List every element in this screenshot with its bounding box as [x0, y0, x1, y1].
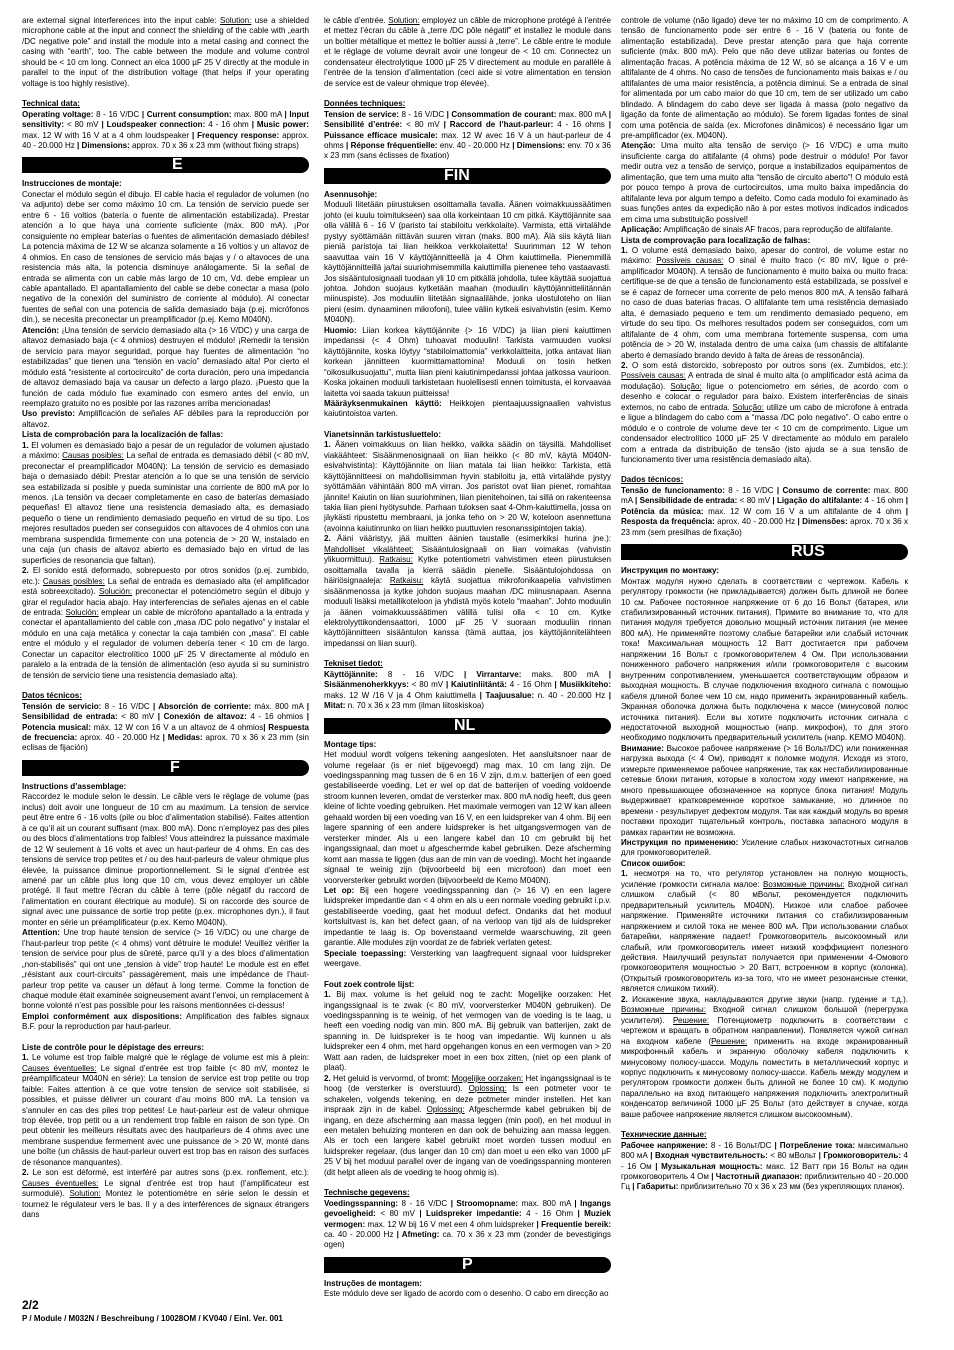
paragraph: Määräyksenmukainen käyttö: Heikkojen pientaajuussignaalien vahvistus kaiutintoistoa varten. [324, 398, 611, 419]
footer-text: P / Module / M032N / Beschreibung / 10028OM / KV040 / Einl. Ver. 001 [22, 1314, 283, 1323]
paragraph: Het moduul wordt volgens tekening aangesloten. Het aansluitsnoer naar de volume regelaar (is er niet bijgevoegd) mag max. 10 cm lang zijn. De voedingsspanning mag tussen de 6 en 16 V zijn, d.m.v. batterijen of een goed gestabiliseerde voeding. Let er wel op dat de batterijen of voeding voldoende stroom kunnen leveren, omdat de versterker max. 800 mA nodig heeft, dus geen kleine of lichte voeding gebruiken. Het maximale vermogen van 12 W kan alleen gehaald worden bij een voeding van 16 V, en een luidspreker van 4 ohm. Bij een lagere spanning of een andere luidspreker is het uitgangsvermogen van de versterker minder. Als u een langere kabel dan 10 cm gebruikt bij het ingangssignaal, dan moet u afgeschermde kabel gebruiken. Deze afscherming komt aan massa te liggen (dus aan de min van de voeding). Mocht het ingaande signaal te weinig zijn (bijvoorbeeld bij een microfoon) dan moet een voorversterker gebruikt worden (bijvoorbeeld de Kemo M040N). [324, 750, 611, 885]
paragraph: controle de volume (não ligado) deve ter no máximo 10 cm de comprimento. A tensão de funcionamento pode ser entre 6 - 16 V (bateria ou fonte de alimentação estabilizada). Deve prestar atenção para que haja corrente suficiente (máx. 800 mA). Pelo que não deve utilizar baterias ou fontes de alimentação fracas. A potência máxima de 12 W, só se alcança a 16 V e um altifalante de 4 ohms. No caso de tensões de funcionamento mais baixas e / ou altifalantes de uma maior resistência, a potência diminui. Se a entrada de sinal for alimentada por um cabo maior do que 10 cm, tem de ser utilizado um cabo blindado. A blindagem do cabo deve ser ligada à massa (polo negativo da ligação da fonte de alimentação ao módulo). Se forem ligadas fontes de sinal com uma potência de saída (ex. Microfones dinâmicos) é necessário ligar um pre-amplificador (ex. M040N). [621, 16, 908, 140]
section-heading: Asennusohje: [324, 189, 378, 199]
paragraph: 1. El volumen es demasiado bajo a pesar de un regulador de volumen ajustado a máximo: Causas posibles: La señal de entrada es demasiado débil (< 80 mV, preconectar el preamplificador M040N): La tensión de servicio es demasiado baja o demasiado débil: Prestar atención a lo que se una tensión de servicio sea estabilizada si posible y pueda suministar una corriente de 800 mA por lo menos. ¡La tensión va decaer completamente en caso de baterías demasiado pequeñas! El altavoz tiene una resistencia demasiado alta, es demasiado pequeño o tiene un rendimiento demasiado pequeño en virtud de su tipo. Los mejores resultados pueden ser conseguidos con altavoces de 4 ohmios con una membrana suspendida firmemente con una potencia de > 20 W, instalado en una caja (un chasis de altavoz abierto es demasiado bajo en virtud de las superficies de resonancia que faltan). [22, 440, 309, 565]
paragraph: Raccordez le module selon le dessin. Le câble vers le réglage de volume (pas inclus) doit avoir une longueur de 10 cm au maximum. La tension de service peut être entre 6 - 16 volts (pile ou bloc d’alimentation stabilisé). Faites attention à ce qu’il ait un courant suffisant (max. 800 mA). Donc n’employez pas des piles ou des blocs d’alimentations trop faibles! Vous atteindrez la puissance maximale de 12 W seulement à 16 volts et avec un haut-parleur de 4 ohms. En cas des tensions de service trop petites et / ou des haut-parleurs de valeur ohmique plus élevée, la puissance diminue proportionnellement. Si le signal d’entrée est amené par un câble plus long que 10 cm, vous devez employer un câble protégé. Il faut mettre l’écran du câble à terre (pôle négatif du raccord de l’alimentation en courant électrique au module). Si on raccorde des source de signal avec une puissance de sortie trop petite (p.ex. microphones dyn.), il faut monter en série un préamplificateur (p.ex. Kemo M040N). [22, 792, 309, 927]
section-heading: Instruções de montagem: [324, 1278, 422, 1288]
paragraph: Инструкция по применению: Усиление слабых низкочастотных сигналов для громкоговорителей. [621, 837, 908, 858]
language-banner-p [324, 1257, 611, 1273]
section-heading: Instructions d’assemblage: [22, 781, 127, 791]
section-heading: Tekniset tiedot: [324, 659, 383, 669]
paragraph: 2. Het geluid is vervormd, of bromt: Mogelijke oorzaken: Het ingangssignaal is te hoog (de versterker is overstuurd). Oplossing: Is een potmeter voor te schakelen, volgends tekening, en deze potmeter minder instellen. Het kan inspraak zijn in de kabel. Oplossing: Afgeschermde kabel gebruiken bij de ingang, en deze afscherming aan massa leggen (min pool), en het moduul in een metalen behuizing monteren en dan ook de behuizing aan massa leggen. Als er toch een langere kabel gebruikt moet worden tussen moduul en luidspreker regelaar, (dus langer dan 10 cm) dan moet u een elko van 1000 µF 25 V bij het moduul parallel over de ingang van de voedingsspanning monteren (dit helpt alleen als de voeding te hoog ohmig is). [324, 1073, 611, 1177]
paragraph: Operating voltage: 8 - 16 V/DC | Current consumption: max. 800 mA | Input sensitivity: < 80 mV | Loudspeaker connection: 4 - 16 ohm | Music power: max. 12 W with 16 V at a 4 ohm loudspeaker | Frequency response: approx. 40 - 20.000 Hz | Dimensions: approx. 70 x 36 x 23 mm (without fixing straps) [22, 109, 310, 150]
paragraph: le câble d’entrée. Solution: employez un câble de microphone protégé à l’entrée et mettez l’écran du câble à „terre /DC pôle négatif” et installez le module dans un boîtier métallique et mettez le boîtier aussi à „terre”. Le câble entre le module et le réglage de volume devrait avoir une longeur de < 10 cm. Connectez un condensateur électrolytique 1000 µF 25 V directement au module en parallèle à l’entrée de la tension d’alimentation (ceci aide si votre alimentation en tension de service est de valeur ohmique trop élevée). [324, 16, 611, 88]
section-heading: Technical data: [22, 99, 80, 109]
section-heading: Lista de comprovação para localização de falhas: [621, 235, 811, 245]
paragraph: 1. Le volume est trop faible malgré que le réglage de volume est mis à plein: Causes éventuelles: Le signal d’entrée est trop faible (< 80 mV, montez le préamplificateur M040N en série): La tension de service est trop petite ou trop faible: Faites attention à ce que votre tension de service soit stabilisée, si possibles, et puisse délivrer un courant d’au moins 800 mA. La tension va s’annuler en cas des piles trop petites! Le haut-parleur est de valeur ohmique trop élevée, trop petit ou a un rendement trop faible en raison de son type. On peut obtenir les meilleurs résultats avec des hautparleurs de 4 ohms avec une membrane suspendue fermement avec une puissance de > 20 W, monté dans une boîte (un châssis de haut-parleur ouvert est trop bas en raison des surfaces de résonance manquantes). [22, 1053, 309, 1167]
paragraph: Speciale toepassing: Versterking van laagfrequent signaal voor luidspreker weergave. [324, 948, 611, 969]
paragraph: Внимание: Высокое рабочее напряжение (> 16 Вольт/DC) или пониженная нагрузка выхода (< 4 Ом), приводят к поломке модуля. Исходя из этого, измерьте применяемое рабочее напряжение, так как нестабилизированные сетевые блоки питания, которые в холостом ходу имеют напряжение, на много превышающее обозначенное на корпусе блока питания! Модуль выдерживает кратковременное короткое замыкание, но длинное по времени - результирует дефектом модуля. Так как каждый модуль во время поставки проходит тщательный контроль, поставка запасного модуля в рамках гарантии не возможна. [621, 743, 908, 837]
section-heading: Liste de contrôle pour le dépistage des erreurs: [22, 1042, 204, 1052]
paragraph: 2. Le son est déformé, est interféré par autres sons (p.ex. ronflement, etc.): Causes éventuelles: Le signal d’entrée est trop haut (l’amplificateur est surmodulé). Solution: Montez le potentiomètre en série selon le dessin et tournez le régulateur vers le bas. Il y a des interférences de signaux étrangers dans [22, 1168, 309, 1220]
language-banner-nl [324, 718, 611, 734]
page-footer [22, 1298, 283, 1324]
paragraph: Tensão de funcionamento: 8 - 16 V/DC | Consumo de corrente: max. 800 mA | Sensibilidade de entrada: < 80 mV | Ligação do altifalante: 4 - 16 ohm | Potência da música: max. 12 W com 16 V a um altifalante de 4 ohm | Resposta da frequência: aprox. 40 - 20.000 Hz | Dimensões: aprox. 70 x 36 x 23 mm (sem presilhas de fixação) [621, 485, 908, 537]
section-heading: Technische gegevens: [324, 1188, 410, 1198]
section-heading: Список ошибок: [621, 858, 686, 868]
paragraph: Tensión de servicio: 8 - 16 V/DC | Absorción de corriente: máx. 800 mA | Sensibilidad de entrada: < 80 mV | Conexión de altavoz: 4 - 16 ohmios | Potencia musical: máx. 12 W con 16 V a un altavoz de 4 ohmios| Respuesta de frecuencia: aprox. 40 - 20.000 Hz | Medidas: aprox. 70 x 36 x 23 mm (sin eclisas de fijación) [22, 701, 309, 753]
paragraph: 2. El sonido está deformado, sobrepuesto por otros sonidos (p.ej. zumbido, etc.): Causas posibles: La señal de entrada es demasiado alta (el amplificador está sobreexcitado). Solución: preconectar el potenciómetro según el dibujo y girar el regulador hacia abajo. Hay interferencias de señales ajenas en el cable de entrada: Solución: emplear un cable de micrófono apantallado a la entrada y conectar el apantallamiento del cable con „masa /DC polo negativo” y instalar el módulo en una caja metálica y conectar la caja también con „masa”. El cable entre el módulo y el regulador de volumen debería tener < 10 cm de largo. Conectar un capacitor electrolítico 1000 µF 25 V directamente al módulo en paralelo a la entrada de la tensión de alimentación (eso ayuda si su suministro de tensión de servicio tiene una resistencia demasiado alta). [22, 566, 310, 680]
language-banner-rus [621, 544, 908, 560]
paragraph: 2. O som está distorcido, sobreposto por outros sons (ex. Zumbidos, etc.): Possíveis causas: A entrada de sinal é muito alta (o amplificador está acima da modulação). Solução: ligue o potenciometro em séries, de acordo com o desenho e colocar o regulador para baixo. Existem interferências de sinais externos, no cabo de entrada. Solução: utilize um cabo de microfone à entrada e ligue a blindagem do cabo com a “massa /DC polo negativo”. O cabo entre o módulo e o controle de volume deve ter < 10 cm de comprimento. Ligue um condensador electrolítico 1000 µF 25 V directamente ao módulo em paralelo com a entrada da distribuição de tensão (isto ajuda se a sua tensão de funcionamento tiver uma resistência demasiado alta). [621, 360, 909, 465]
paragraph: 1. несмотря на то, что регулятор установлен на полную мощность, усиление громкости сигнала малое: Возможные причины: Входной сигнал слишком слабый (< 80 мВольт, рекомендуется подключить предварительный усилитель M040N). Низкое или слабое рабочее напряжение. Применяйте источники питания со стабилизированным напряжением и силой тока не менее 800 мА. При использовании слабых батарейки, напряжение падает! Громкоговоритель высокоомный или слабый, или громкоговоритель имеет низкий коэффициент полезного действия. Наилучший результат получается при применении 4-Омового громкоговорителя мощностью > 20 Ватт, встроенном в корпус (колонка). (Открытый громкоговоритель из-за того, что не имеет резонансные стенки, является слишком тихий). [621, 869, 908, 994]
text-column-3 [621, 16, 908, 1193]
language-code: F [170, 758, 180, 776]
section-heading: Montage tips: [324, 739, 377, 749]
language-code: RUS [791, 543, 825, 561]
section-heading: Vianetsinnän tarkistusluettelo: [324, 429, 442, 439]
paragraph: Atención: ¡Una tensión de servicio demasiado alta (> 16 V/DC) y una carga de altavoz demasiado baja (< 4 ohmios) destruyen el módulo! ¡Remedir la tensión de servicio para mayor seguridad, porque hay fuentes de alimentación “no estabilizadas” que tienen una “tensión en vacío” demasiado alta! Por cierto el módulo está “resistente al cortocircuito” de corta duración, pero una impedancia de altavoz demasiado baja va causar un defecto a largo plazo. ¡Puesto que la función de cada módulo fue examinado con esmero antes del envío, un reemplazo gratuito no es posible por las razones arriba mencionadas! [22, 325, 309, 408]
section-heading: Dados técnicos: [621, 475, 684, 485]
paragraph: Voedingsspanning: 8 - 16 V/DC | Stroomopname: max. 800 mA | Ingangs gevoeligheid: < 80 mV | Luidspreker impedantie: 4 - 16 Ohm | Muziek vermogen: max. 12 W bij 16 V met een 4 ohm luidspreker | Frequentie bereik: ca. 40 - 20.000 Hz | Afmeting: ca. 70 x 36 x 23 mm (zonder de bevestigings ogen) [324, 1198, 611, 1250]
language-banner-fin [324, 168, 611, 184]
language-code: FIN [444, 166, 470, 184]
section-heading: Datos técnicos: [22, 691, 82, 701]
paragraph: Este módulo deve ser ligado de acordo com o desenho. O cabo em direcção ao [324, 1289, 609, 1299]
paragraph: 2. Искажение звука, накладываются другие звуки (напр. гудение и т.д.). Возможные причины: Входной сигнал слишком большой (перегрузка усилителя). Решение: Потенциометр подключить в соответствии с чертежом и вращать в обратном направлении). Появляется чужой сигнал на входном кабеле (Решение: применить на входе экранированный микрофонный кабель и экранную оболочку кабеля подключить к минусовому полюсу-шасси. Модуль поместить в металлический корпус и корпус подключить к минусовому полюсу-шасси. Кабель между модулем и регулятором громкости должен быть длиной не более 10 см). К модулю параллельно на вход питающего напряжения подключить электролитный конденсатор величиной 1000 µF 25 Вольт (это действует в случае, когда ваше рабочее напряжение является слишком высокоомным). [621, 994, 909, 1119]
paragraph: Emploi conformément aux dispositions: Amplification des faibles signaux B.F. pour la reproduction par haut-parleur. [22, 1011, 310, 1032]
page-number: 2/2 [22, 1298, 39, 1312]
paragraph: 1. O volume está demasiado baixo, apesar do control, de volume estar no máximo: Possíveis causas: O sinal é muito fraco (< 80 mV, ligue o pré-amplificador M040N). A tensão de funcionamento é muito baixa ou muito fraca: certifique-se de que a tensão de funcionamento está estabilizada, se possível e se é capaz de fornecer uma corrente de pelo menos 800 mA. A tensão falhará no caso de duas baterias fracas. O altifalante tem uma resistência demasiado alta, é demasiado pequeno e tem um rendimento demasiado pequeno, em virtude do seu tipo. Os melhores resultados podem ser conseguidos, com um altifalante de 4 ohm, com uma membrana fortemente suspensa, com uma potência de > 20 W, instalada dentro de uma caixa (um chassis de altifalante aberto é demasiado brando devido à falta de áreas de ressonância). [621, 245, 909, 360]
paragraph: Tension de service: 8 - 16 V/DC | Consommation de courant: max. 800 mA | Sensibilité d’entrée: < 80 mV | Raccord de l’haut-parleur: 4 - 16 ohms | Puissance efficace musicale: max. 12 W avec 16 V à un haut-parleur de 4 ohms | Réponse fréquentielle: env. 40 - 20.000 Hz | Dimensions: env. 70 x 36 x 23 mm (sans éclisses de fixation) [324, 109, 612, 161]
paragraph: Käyttöjännite: 8 - 16 V/DC | Virrantarve: maks. 800 mA | Sisäänmenoherkkyys: < 80 mV | Kaiutinliitäntä: 4 - 16 Ohm | Musiikkiteho: maks. 12 W /16 V ja 4 Ohm kaiuttimella | Taajuusalue: n. 40 - 20.000 Hz | Mitat: n. 70 x 36 x 23 mm (ilman liitoskiskoa) [324, 669, 612, 711]
paragraph: Conectar el módulo según el dibujo. El cable hacia el regulador de volumen (no va adjunto) debe ser como máximo 10 cm. La tensión de servicio puede ser entre 6 - 16 voltios (batería o fuente de alimentación estabilizada). Prestar atención a lo que haya una corriente suficiente (máx. 800 mA). ¡Por consiguiente no emplear baterías o fuentes de alimentación demasiado débiles! La potencia máxima de 12 W se alcanza solamente a 16 voltios y un altavoz de 4 ohmios. En caso de tensiones de servicio más bajas y / o altavoces de una resistencia más alta, la potencia disminuye análogamente. Si la señal de entrada se alimenta con un cable más largo de 10 cm, Vd. debe emplear un cable apantallado. El apantallamiento del cable se debe conectar a masa (polo negativo de la conexión del suministro de corriente al módulo). Al conectar fuentes de señal con una potencia de salida demasiado baja (p.ej. micrófonos din.), se necesita preconectar un preamplificador (p.ej. Kemo M040N). [22, 189, 309, 325]
text-column-2 [324, 16, 611, 1300]
language-code: NL [454, 716, 476, 734]
section-heading: Инструкция по монтажу: [621, 566, 720, 576]
paragraph: Attention: Une trop haute tension de service (> 16 V/DC) ou une charge de l’haut-parleur trop petite (< 4 ohms) vont détruire le module! Veuillez vérifier la tension de service pour plus de sûreté, parce qu’il y a des blocs d’alimentation „non-stabilisés” qui ont une „tension à vide” trop haute! Le module est en effet „résistant aux court-circuits” passagèrement, mais une impédance de l’haut-parleur trop petite va causer un défaut à long terme. Comme la fonction de chaque module était examinée soigneusement avant l’envoi, un remplacement à bonne volonté n’est pas possible pour les raisons mentionnées ci-dessus! [22, 928, 309, 1011]
paragraph: are external signal interferences into the input cable: Solution: use a shielded microphone cable at the input and connect the shielding of the cable with „earth /DC negative pole” and install the module into a metal casing and connect the casing with “earth”, too. The cable between the module and volume control should be < 10 cm long. Connect an elca 1000 µF 25 V directly at the module in parallel to the input of the distribution voltage (that helps if your operating voltage is too highly resistive). [22, 16, 309, 88]
paragraph: Aplicação: Amplificação de sinais AF fracos, para reprodução de altifalante. [621, 225, 893, 235]
paragraph: Uso previsto: Amplificación de señales AF débiles para la reproducción por altavoz. [22, 409, 309, 429]
paragraph: Huomio: Liian korkea käyttöjännite (> 16 V/DC) ja liian pieni kaiuttimen impedanssi (< 4 Ohm) tuhoavat moduulin! Tarkista varmuuden vuoksi käyttöjännite, koska löytyy “stabiloimattomia” verkkolaitteita, jotka antavat liian korkean jännitteen kuormittamattomina! Moduuli on tosin hetken “oikosulkusuojattu”, mutta liian pieni kaiutinimpedanssi johtaa jatkossa vaurioon. Koska jokainen moduuli tarkistetaan huolellisesti ennen toimitusta, ei korvaavaa laitetta voi saada takuun puitteissa! [324, 325, 611, 398]
language-code: P [462, 1255, 473, 1273]
language-code: E [172, 156, 183, 174]
paragraph: 2. Ääni vääristyy, jää muitten äänien taustalle (esimerkiksi hurina jne.): Mahdolliset vikalähteet: Sisääntulosignaali on liian voimakas (vahvistin ylikuormittuu). Ratkaisu: Kytke potentiometri vahvistimen eteen piirustuksen osoittamalla tavalla ja kierrä säädin pienelle. Sisääntulojohdossa on häiriösignaaleja: Ratkaisu: käytä suojattua mikrofonikaapelia vahvistimen sisäänmenossa ja kytke johdon suojaus maahan /DC miinusnapaan. Asenna moduuli lisäksi metallikoteloon ja yhdistä myös kotelo “maahan”. Johto moduulin ja äänen voimakkuussäätimen välillä tulisi olla < 10 cm. Kytke elektrolyyttikondensaattori, 1000 µF 25 V suoraan moduuliin rinnan käyttöjännitteen sisääntulon kanssa (tämä auttaa, jos käyttöjännitelähteen impedanssi on liian suuri). [324, 534, 611, 648]
paragraph: 1. Bij max. volume is het geluid nog te zacht: Mogelijke oorzaken: Het ingangssignaal is te zwak (< 80 mV, voorversterker M040N gebruiken). De voedingsspanning is te weinig, of het vermogen van de voeding is te laag, u heeft een voeding nodig van min. 800 mA. Bij gebruik van batterijen, zakt de spanning in. De luidspreker is te hoog van impedantie. Wij kunnen u als luidspreker een 4 ohm, met hard opgehangen konus en een vermogen van > 20 Watt aan raden, de luidspreker moet in een box zitten, (niet op een plank of plaat). [324, 990, 611, 1073]
section-heading: Instrucciones de montaje: [22, 179, 122, 189]
language-banner-e [22, 157, 309, 173]
paragraph: Монтаж модуля нужно сделать в соответствии с чертежом. Кабель к регулятору громкости (не прикладывается) должен быть длиной не более 10 см. Рабочее постоянное напряжение от 6 до 16 Вольт (батарея, или стабилизированный источник питания). Примите во внимание то, что для питания модуля требуется довольно мощный источник питания (не менее 800 мА). Не применяйте поэтому слабые батарейки или слабый источник тока! Максимальная мощность 12 Ватт достигается при рабочем напряжении 16 Вольт с громкоговорителем 4 Ом. При использовании пониженного рабочего напряжения и/или громкоговорителя с высоким внутренним сопротивлением, уменьшается соответствующим образом и выходная мощность. В случае подключения входного сигнала с помощью кабеля длиной более чем 10 см, надо применить экранированный кабель. Экранная оболочка должна быть подключена к массе (минусовой полюс источника питания). Если вы хотите подключить источник сигнала с недостаточной выходной мощностью (напр. микрофон), то для этого необходимо подключить предварительный усилитель (напр. KEMO M040N). [621, 576, 908, 743]
language-banner-f [22, 760, 309, 776]
paragraph: Moduuli liitetään piirustuksen osoittamalla tavalla. Äänen voimakkuussäätimen johto (ei kuulu toimitukseen) saa olla korkeintaan 10 cm pitkä. Käyttöjännite saa olla välillä 6 - 16 V (paristo tai stabiloitu verkkolaite). Varmista, että virtalähde pystyy syöttämään riittävän suuren virran (maks. 800 mA). Älä siis käytä liian pieniä paristoja tai liian heikkoa verkkolaitetta! Suurimman 12 W tehon saavuttaa vain 16 V käyttöjännitteellä ja 4 Ohm kaiuttimella. Pienemmillä käyttöjännitteillä ja/tai suuriohmisemmilla kaiuttimilla pienenee teho vastaavasti. Jos sisääntulosignaali tuodaan yli 10 cm pitkällä johdolla, tulee käyttää suojattua johtoa. Johdon suojaus kytketään maahan (moduulin käyttöjännitteliitännän miinuspiste). Jos moduuliin liitetään signaalilähde, jonka ulostuloteho on liian pieni (esim. dynaaminen mikrofoni), tulee väliin kytkeä esivahvistin (esim. Kemo M040N). [324, 200, 611, 325]
section-heading: Технические данные: [621, 1130, 707, 1140]
paragraph: 1. Äänen voimakkuus on liian heikko, vaikka säädin on täysillä. Mahdolliset viakäähteet: Sisäänmenosignaali on liian heikko (< 80 mV, käytä M040N-esivahvistinta): Käyttöjännite on liian matala tai liian heikko: Tarkista, että käyttöjännitteesi on mahdollisimman hyvin stabiloitu ja, että virtalähde pystyy syöttämään vähintään 800 mA virran. Jos paristot ovat liian pienet, romahtaa jännite! Kaiutin on liian suuriohminen, liian pienitehoinen, tai sillä on rakenteensa takia liian pieni hyötysuhde. Parhaan tuloksen saat 4-Ohm-kaiuttimella, jossa on jäykästi ripustettu membraani, ja jonka teho on > 20 W, koteloon asennettuna (avoinna kaiutinrunko on liian heikko puuttuvien resonanssipintojen takia). [324, 440, 611, 533]
section-heading: Fout zoek controle lijst: [324, 979, 415, 989]
paragraph: Рабочее напряжение: 8 - 16 Вольт/DC | Потребление тока: максимально 800 мА | Входная чувствительность: < 80 мВольт | Громкоговоритель: 4 - 16 Ом | Музыкальная мощность: макс. 12 Ватт при 16 Вольт на один громкоговоритель 4 Ом | Частотный диапазон: приблизительно 40 - 20.000 Гц | Габариты: приблизительно 70 x 36 x 23 мм (без укрепляющих планок). [621, 1140, 908, 1192]
paragraph: Atenção: Uma muito alta tensão de serviço (> 16 V/DC) e uma muito insuficiente carga do altifalante (4 ohms) pode destruir o módulo! Por favor medir outra vez a tensão de serviço, porque a instabilizados equipamentos de alimentação, que tem uma muito alta “tensão de circuito aberto”! O módulo está por pouco tempo à prova de curtocircuitos, uma muito baixa impedância do altifalante leva por algum tempo a defeito. Como cada modulo foi examinado às suas funções antes da expedição não à por estes motivos indicados indicados em cima uma substituição possível! [621, 141, 908, 224]
paragraph: Let op: Bij een hogere voedingsspanning dan (> 16 V) en een lagere luidspreker impedantie dan < 4 ohm en als u een normale voeding gebruikt i.p.v. gestabiliseerde voeding, gaat het moduul defect. Ondanks dat het moduul kortsluitvast is, kan het defect gaan, of na verloop van tijd als de luidspreker impedantie te laag is. Op bovenstaand vermelde waarschuwing, zit geen garantie. Alle modules zijn voordat ze de fabriek verlaten getest. [324, 885, 611, 948]
section-heading: Lista de comprobación para la localización de fallas: [22, 430, 224, 440]
section-heading: Données techniques: [324, 99, 406, 109]
text-column-1 [22, 16, 309, 1220]
